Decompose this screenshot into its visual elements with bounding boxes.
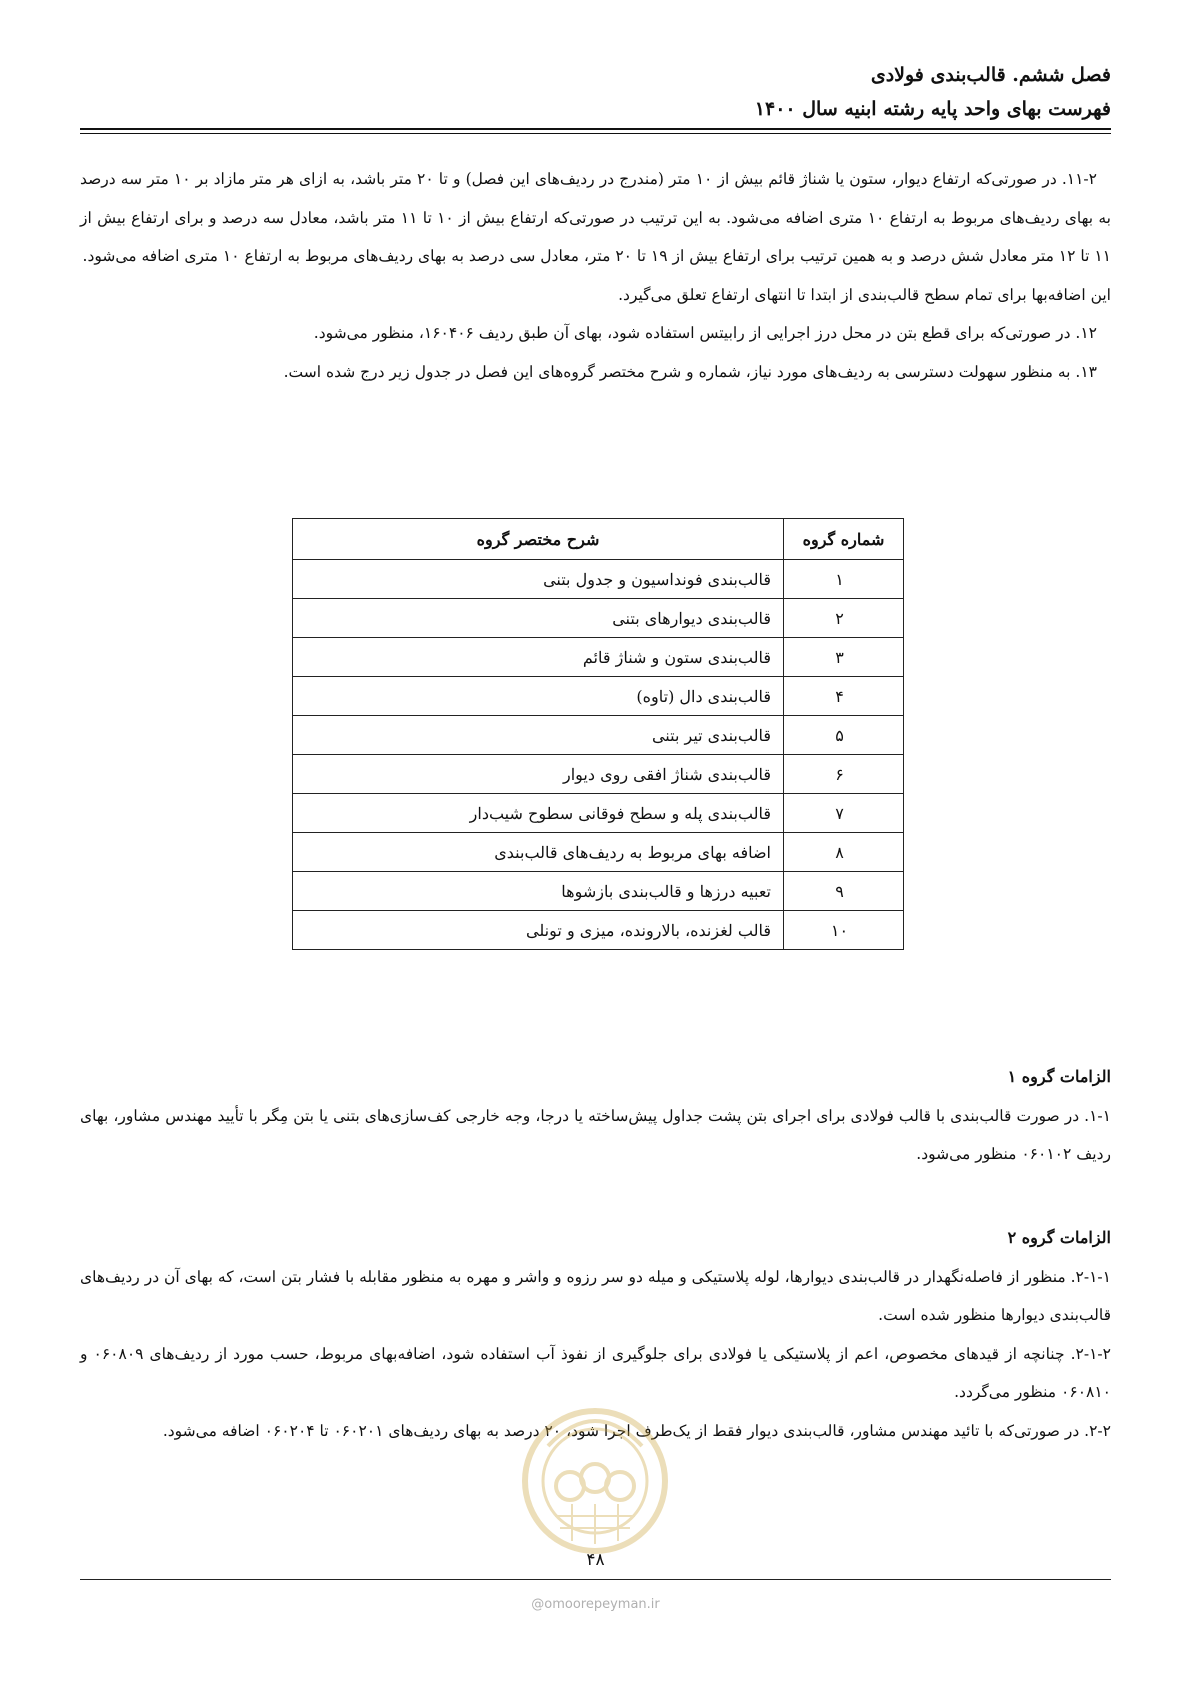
- group-number-cell: ۴: [784, 677, 904, 716]
- group-number-cell: ۱: [784, 560, 904, 599]
- group-1-title: الزامات گروه ۱: [1007, 1067, 1111, 1086]
- group-description-cell: قالب‌بندی پله و سطح فوقانی سطوح شیب‌دار: [293, 794, 784, 833]
- group-number-cell: ۵: [784, 716, 904, 755]
- catalog-title: فهرست بهای واحد پایه رشته ابنیه سال ۱۴۰۰: [754, 98, 1111, 120]
- table-row: [293, 716, 904, 755]
- table-row: [293, 872, 904, 911]
- table-row: [293, 911, 904, 950]
- requirement-1-1: ۱-۱. در صورت قالب‌بندی با قالب فولادی برای اجرای بتن پشت جداول پیش‌ساخته یا درجا، وجه خارجی کف‌سازی‌های بتنی یا بتن مِگر با تأیید مهندس مشاور، بهای ردیف ۰۶۰۱۰۲ منظور می‌شود.: [80, 1106, 1111, 1163]
- group-1-requirements: [80, 1058, 1111, 1174]
- group-description-cell: قالب‌بندی دال (تاوه): [293, 677, 784, 716]
- footer-divider: [80, 1579, 1111, 1580]
- omoorepeyman-seal-watermark: [500, 1386, 690, 1561]
- group-description-cell: تعبیه درزها و قالب‌بندی بازشوها: [293, 872, 784, 911]
- note-13: ۱۳. به منظور سهولت دسترسی به ردیف‌های مورد نیاز، شماره و شرح مختصر گروه‌های این فصل در جدول زیر درج شده است.: [283, 362, 1097, 381]
- table-header-row: [293, 519, 904, 560]
- note-surcharge-scope: این اضافه‌بها برای تمام سطح قالب‌بندی از ابتدا تا انتهای ارتفاع تعلق می‌گیرد.: [618, 285, 1111, 304]
- table-row: [293, 794, 904, 833]
- group-number-cell: ۳: [784, 638, 904, 677]
- group-number-cell: ۱۰: [784, 911, 904, 950]
- table-row: [293, 560, 904, 599]
- group-number-cell: ۲: [784, 599, 904, 638]
- requirement-2-2: ۲-۲. در صورتی‌که با تائید مهندس مشاور، قالب‌بندی دیوار فقط از یک‌طرف اجرا شود، ۲۰ درصد به بهای ردیف‌های ۰۶۰۲۰۱ تا ۰۶۰۲۰۴ اضافه می‌شود.: [162, 1421, 1111, 1440]
- requirement-2-1-2: ۲-۱-۲. چنانچه از قیدهای مخصوص، اعم از پلاستیکی یا فولادی برای جلوگیری از نفوذ آب استفاده شود، اضافه‌بهای مربوط، حسب مورد از ردیف‌های ۰۶۰۸۰۹ و ۰۶۰۸۱۰ منظور می‌گردد.: [80, 1344, 1111, 1401]
- header-group-description: شرح مختصر گروه: [293, 519, 784, 560]
- group-number-cell: ۷: [784, 794, 904, 833]
- group-number-cell: ۶: [784, 755, 904, 794]
- table-row: [293, 599, 904, 638]
- group-number-cell: ۹: [784, 872, 904, 911]
- note-12: ۱۲. در صورتی‌که برای قطع بتن در محل درز اجرایی از رابیتس استفاده شود، بهای آن طبق ردیف ۱۶۰۴۰۶، منظور می‌شود.: [313, 324, 1097, 342]
- table-row: [293, 677, 904, 716]
- table-row: [293, 755, 904, 794]
- group-description-cell: قالب‌بندی دیوارهای بتنی: [293, 599, 784, 638]
- header-divider: [80, 128, 1111, 134]
- requirement-2-1-1: ۲-۱-۱. منظور از فاصله‌نگهدار در قالب‌بندی دیوارها، لوله پلاستیکی و میله دو سر رزوه و واشر و مهره به منظور مقابله با فشار بتن است، که بهای آن در ردیف‌های قالب‌بندی دیوارها منظور شده است.: [80, 1267, 1111, 1324]
- page-number: ۴۸: [586, 1550, 605, 1570]
- group-description-cell: قالب‌بندی ستون و شناژ قائم: [293, 638, 784, 677]
- table-row: [293, 833, 904, 872]
- group-description-cell: قالب‌بندی شناژ افقی روی دیوار: [293, 755, 784, 794]
- group-description-cell: قالب لغزنده، بالارونده، میزی و تونلی: [293, 911, 784, 950]
- table-row: [293, 638, 904, 677]
- note-11-2: ۱۱-۲. در صورتی‌که ارتفاع دیوار، ستون یا شناژ قائم بیش از ۱۰ متر (مندرج در ردیف‌های این فصل) و تا ۲۰ متر باشد، به ازای هر متر مازاد بر ۱۰ متر سه درصد به بهای ردیف‌های مربوط به ارتفاع ۱۰ متری اضافه می‌شود. به این ترتیب در صورتی‌که ارتفاع بیش از ۱۰ تا ۱۱ متر باشد، معادل سه درصد و برای ارتفاع بیش از ۱۱ تا ۱۲ متر معادل شش درصد و به همین ترتیب برای ارتفاع بیش از ۱۹ تا ۲۰ متر، معادل سی درصد به بهای ردیف‌های مربوط به ارتفاع ۱۰ متری اضافه می‌شود.: [80, 170, 1111, 265]
- chapter-title: فصل ششم. قالب‌بندی فولادی: [870, 64, 1111, 86]
- group-description-cell: قالب‌بندی فونداسیون و جدول بتنی: [293, 560, 784, 599]
- group-description-cell: اضافه بهای مربوط به ردیف‌های قالب‌بندی: [293, 833, 784, 872]
- header-group-number: شماره گروه: [784, 519, 904, 560]
- group-description-cell: قالب‌بندی تیر بتنی: [293, 716, 784, 755]
- footer-website: @omoorepeyman.ir: [531, 1597, 660, 1612]
- group-2-title: الزامات گروه ۲: [1007, 1228, 1111, 1247]
- group-number-cell: ۸: [784, 833, 904, 872]
- group-table: [292, 518, 904, 950]
- intro-notes: [80, 160, 1111, 391]
- page-header: [80, 58, 1111, 126]
